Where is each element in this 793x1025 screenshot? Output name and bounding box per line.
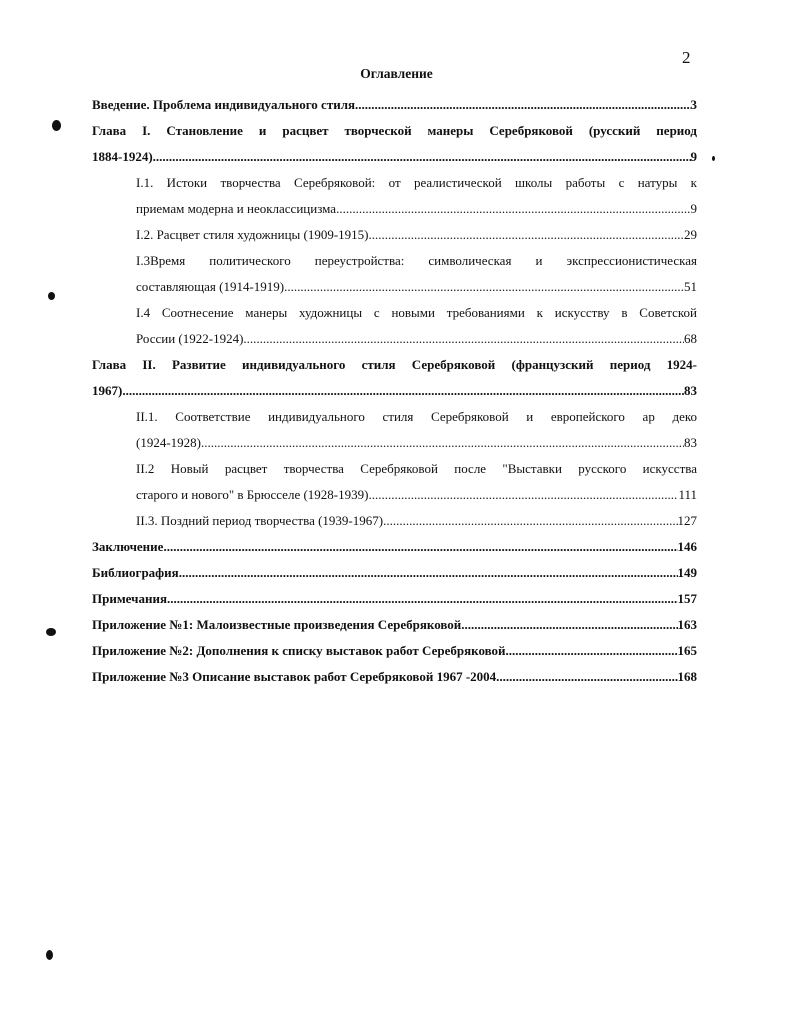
toc-entry-page: 168 [677, 669, 697, 684]
toc-entry-text-line1: II.1. Соответствие индивидуального стиля Серебряковой и европейского ар деко [136, 409, 697, 424]
leader-dots [461, 612, 677, 638]
toc-entry [92, 560, 697, 586]
toc-entry [136, 404, 697, 456]
toc-entry [92, 612, 697, 638]
toc-entry-text-line2: 1884-1924) [92, 149, 153, 164]
toc-entry [92, 664, 697, 690]
toc-entry-text-line2-row [136, 196, 697, 222]
toc-entry-text-line2-row [136, 482, 697, 508]
table-of-contents [92, 92, 697, 690]
leader-dots [167, 586, 678, 612]
toc-entry-text: Заключение [92, 539, 164, 554]
leader-dots [336, 196, 690, 222]
toc-entry [92, 92, 697, 118]
toc-entry [136, 248, 697, 300]
toc-entry-page: 157 [677, 591, 697, 606]
leader-dots [368, 482, 678, 508]
toc-entry-page: 127 [677, 513, 697, 528]
scan-speck [52, 120, 61, 131]
toc-entry-page: 146 [677, 539, 697, 554]
toc-entry-page: 83 [684, 435, 697, 450]
toc-entry-page: 68 [684, 331, 697, 346]
leader-dots [122, 378, 684, 404]
leader-dots [383, 508, 677, 534]
toc-entry [92, 352, 697, 404]
leader-dots [243, 326, 684, 352]
toc-entry-text: II.3. Поздний период творчества (1939-1967) [136, 513, 384, 528]
toc-entry [136, 170, 697, 222]
page-number: 2 [682, 48, 691, 67]
toc-entry [136, 456, 697, 508]
toc-entry-page: 3 [690, 97, 697, 112]
toc-entry-text-line2: приемам модерна и неоклассицизма [136, 201, 337, 216]
toc-entry-text: Приложение №1: Малоизвестные произведения Серебряковой [92, 617, 462, 632]
toc-entry-text-line2: 1967) [92, 383, 123, 398]
scan-speck [46, 628, 56, 636]
leader-dots [369, 222, 685, 248]
toc-title: Оглавление [360, 66, 433, 81]
toc-entry [92, 534, 697, 560]
toc-entry-text-line2: старого и нового" в Брюсселе (1928-1939) [136, 487, 369, 502]
toc-entry-page: 111 [678, 487, 697, 502]
toc-entry-text-line2-row [92, 144, 697, 170]
toc-entry [92, 638, 697, 664]
toc-entry-text: Библиография [92, 565, 179, 580]
toc-entry-text-line1: Глава II. Развитие индивидуального стиля Серебряковой (французский период 1924- [92, 357, 697, 372]
toc-entry-text-line1: I.4 Соотнесение манеры художницы с новыми требованиями к искусству в Советской [136, 305, 697, 320]
toc-entry-text: Приложение №3 Описание выставок работ Серебряковой 1967 -2004 [92, 669, 497, 684]
toc-entry-page: 165 [677, 643, 697, 658]
toc-entry-page: 9 [690, 149, 697, 164]
scan-speck [46, 950, 53, 960]
toc-entry-page: 51 [684, 279, 697, 294]
toc-entry [92, 586, 697, 612]
toc-entry-text: Приложение №2: Дополнения к списку выставок работ Серебряковой [92, 643, 506, 658]
toc-entry-text: Введение. Проблема индивидуального стиля [92, 97, 356, 112]
leader-dots [496, 664, 677, 690]
toc-entry-page: 163 [677, 617, 697, 632]
leader-dots [284, 274, 684, 300]
toc-entry-page: 83 [684, 383, 697, 398]
toc-entry-text-line1: I.3Время политического переустройства: символическая и экспрессионистическая [136, 253, 697, 268]
toc-entry-text-line1: I.1. Истоки творчества Серебряковой: от реалистической школы работы с натуры к [136, 175, 697, 190]
toc-entry-text-line2-row [136, 430, 697, 456]
leader-dots [355, 92, 690, 118]
toc-entry-text-line2-row [136, 326, 697, 352]
toc-entry-text-line2-row [92, 378, 697, 404]
toc-entry [136, 300, 697, 352]
scan-speck [712, 156, 715, 161]
toc-entry-text-line2: (1924-1928) [136, 435, 201, 450]
toc-entry [136, 222, 697, 248]
toc-entry [92, 118, 697, 170]
toc-entry-page: 149 [677, 565, 697, 580]
toc-entry-page: 29 [684, 227, 697, 242]
leader-dots [163, 534, 677, 560]
leader-dots [506, 638, 678, 664]
toc-entry-text-line1: Глава I. Становление и расцвет творческой манеры Серебряковой (русский период [92, 123, 697, 138]
toc-entry-text-line2: составляющая (1914-1919) [136, 279, 285, 294]
leader-dots [153, 144, 691, 170]
toc-entry-text-line1: II.2 Новый расцвет творчества Серебряковой после "Выставки русского искусства [136, 461, 697, 476]
leader-dots [201, 430, 684, 456]
toc-entry-text-line2: России (1922-1924) [136, 331, 244, 346]
toc-entry-text-line2-row [136, 274, 697, 300]
toc-entry-page: 9 [690, 201, 697, 216]
toc-entry-text: I.2. Расцвет стиля художницы (1909-1915) [136, 227, 369, 242]
scan-speck [48, 292, 55, 300]
leader-dots [179, 560, 678, 586]
toc-entry [136, 508, 697, 534]
toc-entry-text: Примечания [92, 591, 167, 606]
